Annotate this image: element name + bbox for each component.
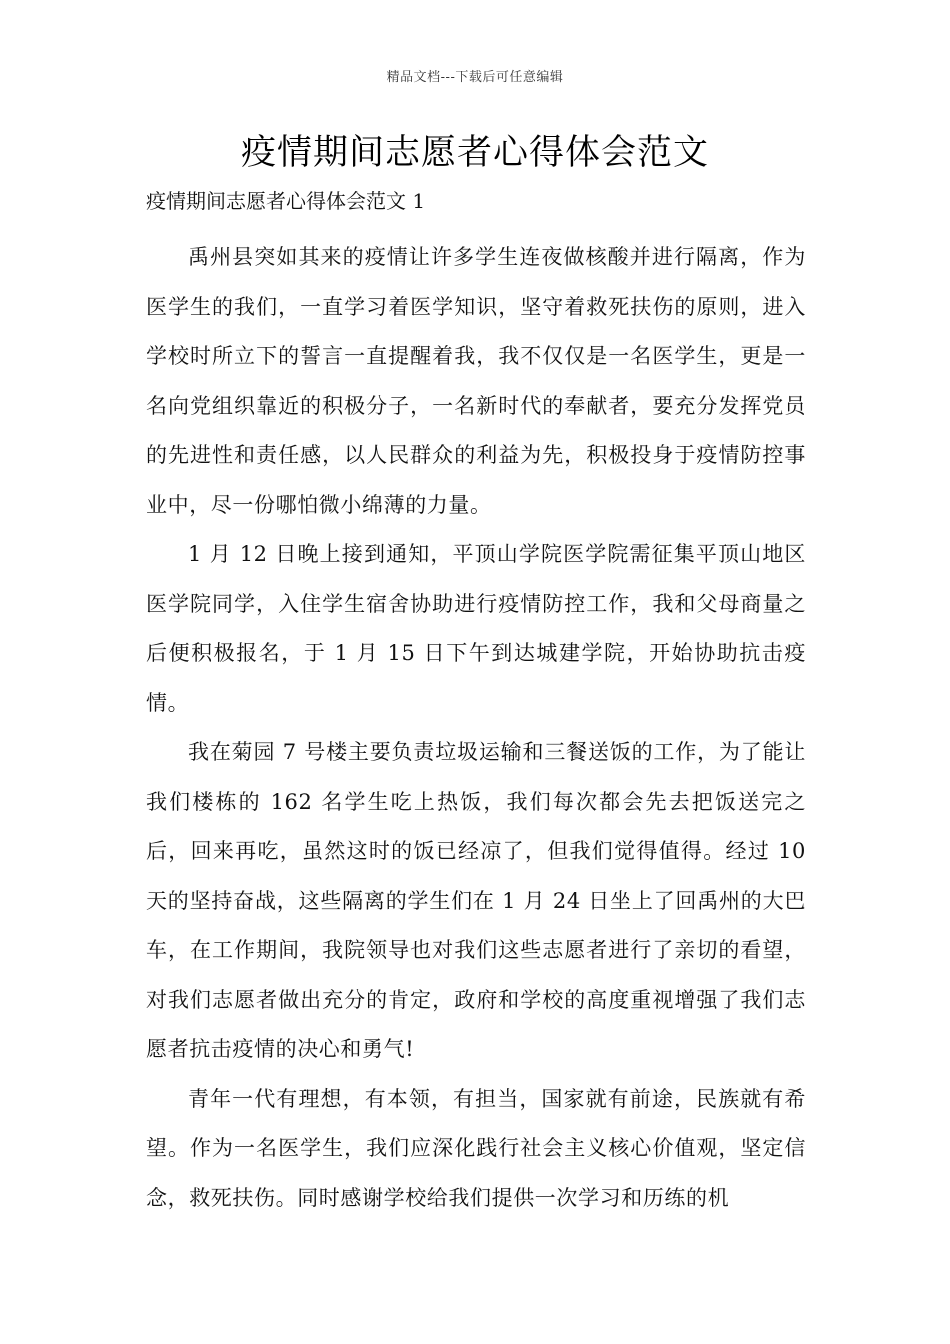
section-heading: 疫情期间志愿者心得体会范文 1 xyxy=(146,189,426,213)
document-body xyxy=(146,233,806,1223)
document-title: 疫情期间志愿者心得体会范文 xyxy=(240,133,709,173)
paragraph-4: 青年一代有理想，有本领，有担当，国家就有前途，民族就有希望。作为一名医学生，我们应深化践行社会主义核心价值观，坚定信念，救死扶伤。同时感谢学校给我们提供一次学习和历练的机 xyxy=(146,1086,806,1210)
paragraph-2: 1 月 12 日晚上接到通知，平顶山学院医学院需征集平顶山地区医学院同学，入住学生宿舍协助进行疫情防控工作，我和父母商量之后便积极报名，于 1 月 15 日下午到达城建学院，开始协助抗击疫情。 xyxy=(146,542,806,715)
header-note: 精品文档---下载后可任意编辑 xyxy=(386,70,564,85)
paragraph-1: 禹州县突如其来的疫情让许多学生连夜做核酸并进行隔离，作为医学生的我们，一直学习着医学知识，坚守着救死扶伤的原则，进入学校时所立下的誓言一直提醒着我，我不仅仅是一名医学生，更是一名向党组织靠近的积极分子，一名新时代的奉献者，要充分发挥党员的先进性和责任感，以人民群众的利益为先，积极投身于疫情防控事业中，尽一份哪怕微小绵薄的力量。 xyxy=(146,245,806,517)
paragraph-3: 我在菊园 7 号楼主要负责垃圾运输和三餐送饭的工作，为了能让我们楼栋的 162 名学生吃上热饭，我们每次都会先去把饭送完之后，回来再吃，虽然这时的饭已经凉了，但我们觉得值得。经过 10 天的坚持奋战，这些隔离的学生们在 1 月 24 日坐上了回禹州的大巴车，在工作期间，我院领导也对我们这些志愿者进行了亲切的看望，对我们志愿者做出充分的肯定，政府和学校的高度重视增强了我们志愿者抗击疫情的决心和勇气! xyxy=(146,740,806,1061)
